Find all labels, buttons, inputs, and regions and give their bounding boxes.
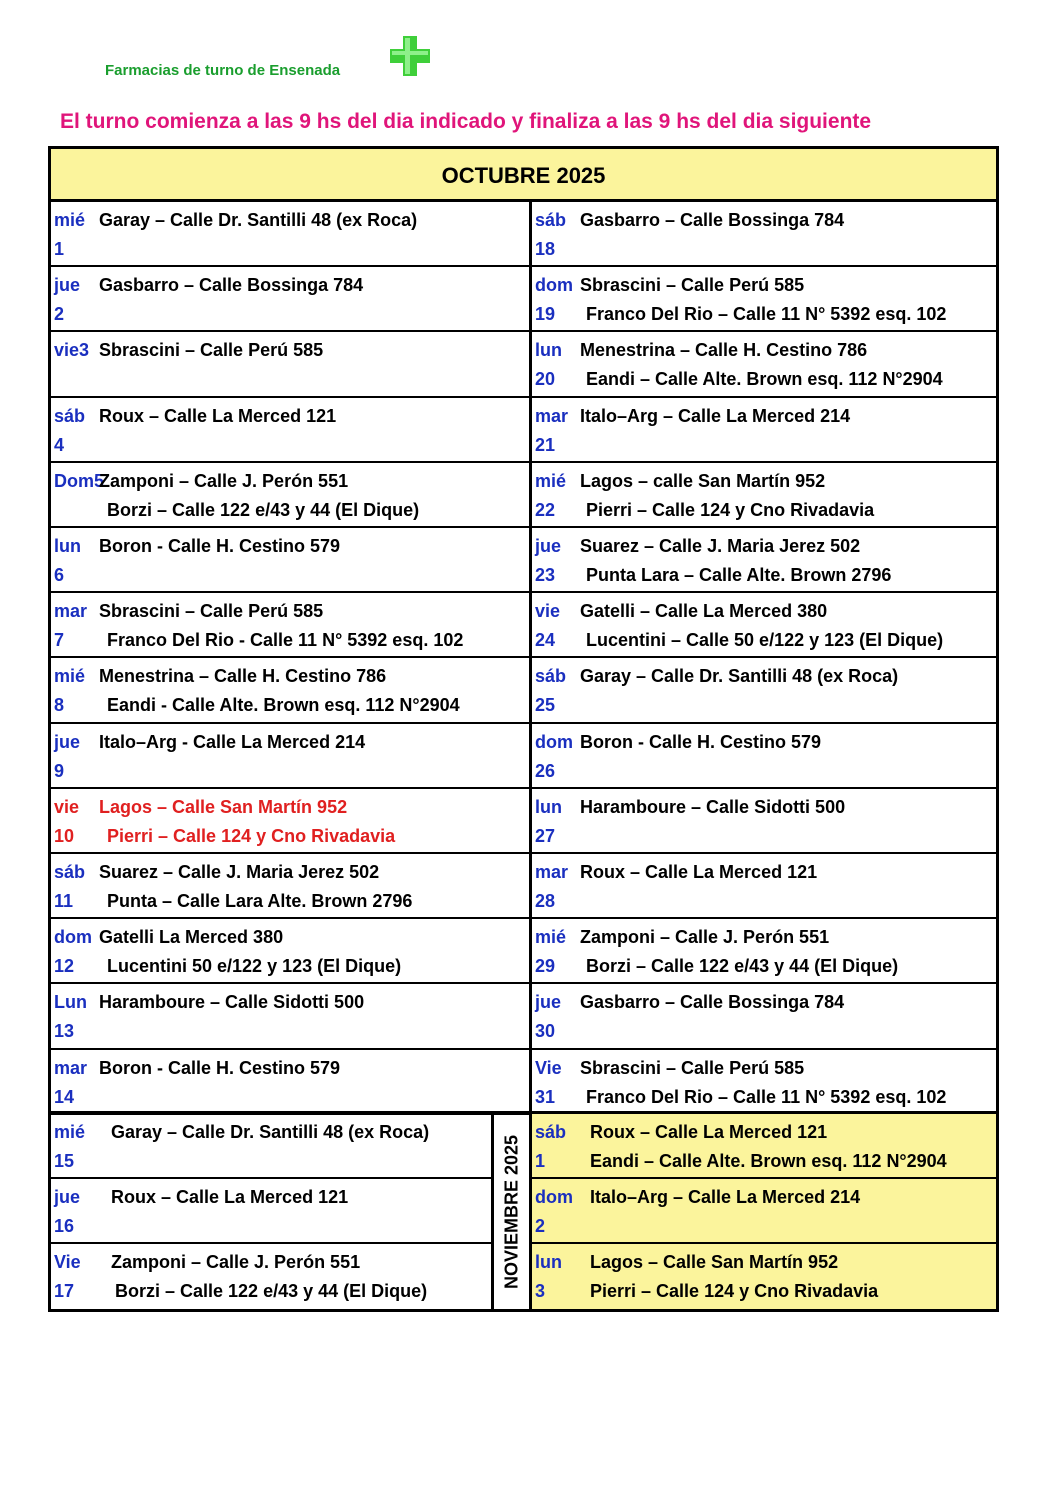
pharmacy-line: Eandi – Calle Alte. Brown esq. 112 N°2904 (590, 1151, 947, 1171)
weekday-label: jue (535, 536, 562, 556)
weekday-label: lun (535, 796, 562, 817)
day-cell (532, 1244, 996, 1309)
pharmacy-line: Italo–Arg - Calle La Merced 214 (99, 731, 366, 752)
pharmacy-line: Garay – Calle Dr. Santilli 48 (ex Roca) (99, 210, 418, 230)
weekday-label: sáb (54, 405, 86, 426)
day-cell (532, 984, 996, 1049)
weekday-label: vie (54, 796, 80, 817)
pharmacy-line: Sbrascini – Calle Perú 585 (580, 275, 805, 296)
day-number: 15 (54, 1151, 75, 1171)
pharmacy-line: Boron - Calle H. Cestino 579 (99, 536, 341, 556)
day-cell (532, 528, 996, 593)
day-cell (51, 267, 532, 332)
day-number: 23 (535, 565, 556, 585)
pharmacy-line: Borzi – Calle 122 e/43 y 44 (El Dique) (107, 499, 420, 520)
pharmacy-line: Roux – Calle La Merced 121 (111, 1187, 349, 1207)
day-number: 21 (535, 434, 556, 455)
day-number: 13 (54, 1021, 75, 1042)
day-cell (51, 984, 532, 1049)
day-number: 27 (535, 825, 556, 846)
day-cell (51, 202, 532, 267)
weekday-label: jue (54, 1187, 81, 1207)
weekday-label: sáb (54, 862, 86, 882)
november-section (48, 1114, 999, 1312)
pharmacy-line: Eandi - Calle Alte. Brown esq. 112 N°2904 (107, 695, 460, 716)
day-number: 2 (54, 304, 65, 325)
pharmacy-line: Boron - Calle H. Cestino 579 (580, 731, 822, 752)
day-number: 30 (535, 1021, 556, 1042)
day-cell (532, 1179, 996, 1244)
weekday-label: mié (54, 210, 86, 230)
pharmacy-line: Punta Lara – Calle Alte. Brown 2796 (586, 565, 892, 585)
weekday-label: vie (535, 601, 561, 622)
day-cell (51, 1050, 532, 1115)
day-number: 8 (54, 695, 65, 716)
weekday-label: mié (535, 470, 567, 491)
day-cell (51, 919, 532, 984)
weekday-label: sáb (535, 1122, 567, 1142)
day-cell (51, 463, 532, 528)
day-cell (51, 854, 532, 919)
october-calendar (48, 146, 999, 1114)
pharmacy-line: Lagos – Calle San Martín 952 (590, 1252, 839, 1272)
pharmacy-line: Roux – Calle La Merced 121 (590, 1122, 828, 1142)
day-number: 11 (54, 891, 74, 911)
day-cell (532, 724, 996, 789)
october-late-days (51, 1114, 491, 1309)
header-title: Farmacias de turno de Ensenada (105, 62, 341, 79)
day-number: 29 (535, 956, 556, 977)
day-number: 20 (535, 369, 556, 390)
weekday-label: Lun (54, 992, 87, 1013)
pharmacy-line: Zamponi – Calle J. Perón 551 (99, 470, 349, 491)
weekday-label: mar (54, 601, 88, 622)
pharmacy-line: Boron - Calle H. Cestino 579 (99, 1057, 341, 1078)
day-cell (532, 398, 996, 463)
day-cell (532, 463, 996, 528)
weekday-label: vie3 (54, 340, 90, 361)
pharmacy-line: Pierri – Calle 124 y Cno Rivadavia (590, 1281, 879, 1301)
day-cell (532, 593, 996, 658)
pharmacy-line: Pierri – Calle 124 y Cno Rivadavia (586, 499, 875, 520)
pharmacy-line: Lucentini – Calle 50 e/122 y 123 (El Dique) (586, 630, 944, 651)
pharmacy-line: Zamponi – Calle J. Perón 551 (580, 927, 830, 948)
pharmacy-line: Borzi – Calle 122 e/43 y 44 (El Dique) (115, 1281, 428, 1301)
day-cell (51, 1114, 491, 1179)
day-number: 1 (54, 239, 65, 259)
pharmacy-line: Borzi – Calle 122 e/43 y 44 (El Dique) (586, 956, 899, 977)
november-label-band (491, 1114, 532, 1309)
day-number: 1 (535, 1151, 546, 1171)
pharmacy-line: Sbrascini – Calle Perú 585 (580, 1057, 805, 1078)
weekday-label: lun (535, 340, 562, 361)
day-number: 31 (535, 1086, 556, 1107)
day-number: 19 (535, 304, 556, 325)
day-number: 4 (54, 434, 65, 455)
weekday-label: dom (54, 927, 92, 948)
day-cell (51, 528, 532, 593)
weekday-label: dom (535, 1187, 573, 1207)
pharmacy-line: Gasbarro – Calle Bossinga 784 (99, 275, 364, 296)
pharmacy-line: Haramboure – Calle Sidotti 500 (580, 796, 846, 817)
pharmacy-line: Suarez – Calle J. Maria Jerez 502 (580, 536, 861, 556)
day-cell (51, 789, 532, 854)
day-number: 18 (535, 239, 556, 259)
weekday-label: jue (54, 275, 81, 296)
november-label: NOVIEMBRE 2025 (501, 1134, 521, 1289)
day-number: 28 (535, 891, 556, 911)
weekday-label: lun (54, 536, 81, 556)
day-cell (532, 919, 996, 984)
day-number: 26 (535, 760, 556, 781)
pharmacy-line: Gasbarro – Calle Bossinga 784 (580, 210, 845, 230)
day-number: 22 (535, 499, 556, 520)
weekday-label: mar (535, 862, 569, 882)
shift-notice: El turno comienza a las 9 hs del dia indicado y finaliza a las 9 hs del dia siguiente (60, 110, 872, 133)
pharmacy-line: Haramboure – Calle Sidotti 500 (99, 992, 365, 1013)
day-cell (51, 1244, 491, 1309)
day-cell (532, 1114, 996, 1179)
pharmacy-line: Franco Del Rio – Calle 11 N° 5392 esq. 102 (586, 1086, 947, 1107)
pharmacy-line: Garay – Calle Dr. Santilli 48 (ex Roca) (111, 1122, 430, 1142)
weekday-label: dom (535, 275, 573, 296)
pharmacy-line: Sbrascini – Calle Perú 585 (99, 601, 324, 622)
pharmacy-line: Eandi – Calle Alte. Brown esq. 112 N°2904 (586, 369, 943, 390)
day-cell (532, 789, 996, 854)
november-days (532, 1114, 996, 1309)
weekday-label: mar (535, 405, 569, 426)
day-cell (51, 1179, 491, 1244)
pharmacy-line: Roux – Calle La Merced 121 (580, 862, 818, 882)
day-cell (532, 658, 996, 723)
pharmacy-line: Gatelli – Calle La Merced 380 (580, 601, 828, 622)
day-cell (51, 332, 532, 397)
weekday-label: Dom5 (54, 470, 105, 491)
day-number: 6 (54, 565, 65, 585)
month-title: OCTUBRE 2025 (51, 149, 996, 202)
weekday-label: mié (54, 1122, 86, 1142)
pharmacy-line: Pierri – Calle 124 y Cno Rivadavia (107, 825, 396, 846)
pharmacy-line: Roux – Calle La Merced 121 (99, 405, 337, 426)
day-number: 10 (54, 825, 75, 846)
weekday-label: jue (535, 992, 562, 1013)
day-number: 12 (54, 956, 75, 977)
day-cell (532, 202, 996, 267)
pharmacy-line: Menestrina – Calle H. Cestino 786 (580, 340, 868, 361)
pharmacy-line: Gatelli La Merced 380 (99, 927, 284, 948)
pharmacy-line: Gasbarro – Calle Bossinga 784 (580, 992, 845, 1013)
pharmacy-line: Zamponi – Calle J. Perón 551 (111, 1252, 361, 1272)
pharmacy-line: Lagos – Calle San Martín 952 (99, 796, 348, 817)
weekday-label: dom (535, 731, 573, 752)
pharmacy-line: Menestrina – Calle H. Cestino 786 (99, 666, 387, 687)
weekday-label: mar (54, 1057, 88, 1078)
pharmacy-line: Suarez – Calle J. Maria Jerez 502 (99, 862, 380, 882)
weekday-label: sáb (535, 210, 567, 230)
day-number: 14 (54, 1086, 75, 1107)
day-number: 17 (54, 1281, 75, 1301)
pharmacy-line: Sbrascini – Calle Perú 585 (99, 340, 324, 361)
pharmacy-line: Franco Del Rio - Calle 11 N° 5392 esq. 102 (107, 630, 464, 651)
day-number: 9 (54, 760, 65, 781)
day-cell (51, 658, 532, 723)
pharmacy-line: Franco Del Rio – Calle 11 N° 5392 esq. 102 (586, 304, 947, 325)
day-cell (51, 724, 532, 789)
weekday-label: mié (54, 666, 86, 687)
day-cell (532, 332, 996, 397)
pharmacy-line: Italo–Arg – Calle La Merced 214 (590, 1187, 861, 1207)
day-number: 16 (54, 1216, 75, 1236)
day-cell (532, 267, 996, 332)
weekday-label: mié (535, 927, 567, 948)
day-cell (51, 593, 532, 658)
day-cell (532, 1050, 996, 1115)
weekday-label: Vie (54, 1252, 81, 1272)
weekday-label: sáb (535, 666, 567, 687)
day-cell (532, 854, 996, 919)
day-number: 3 (535, 1281, 546, 1301)
day-cell (51, 398, 532, 463)
green-cross-icon (388, 34, 432, 78)
day-number: 2 (535, 1216, 546, 1236)
pharmacy-line: Garay – Calle Dr. Santilli 48 (ex Roca) (580, 666, 899, 687)
pharmacy-line: Italo–Arg – Calle La Merced 214 (580, 405, 851, 426)
pharmacy-line: Lagos – calle San Martín 952 (580, 470, 826, 491)
day-number: 24 (535, 630, 556, 651)
weekday-label: Vie (535, 1057, 562, 1078)
pharmacy-line: Punta – Calle Lara Alte. Brown 2796 (107, 891, 413, 911)
pharmacy-line: Lucentini 50 e/122 y 123 (El Dique) (107, 956, 402, 977)
day-number: 25 (535, 695, 556, 716)
day-number: 7 (54, 630, 65, 651)
weekday-label: jue (54, 731, 81, 752)
weekday-label: lun (535, 1252, 562, 1272)
